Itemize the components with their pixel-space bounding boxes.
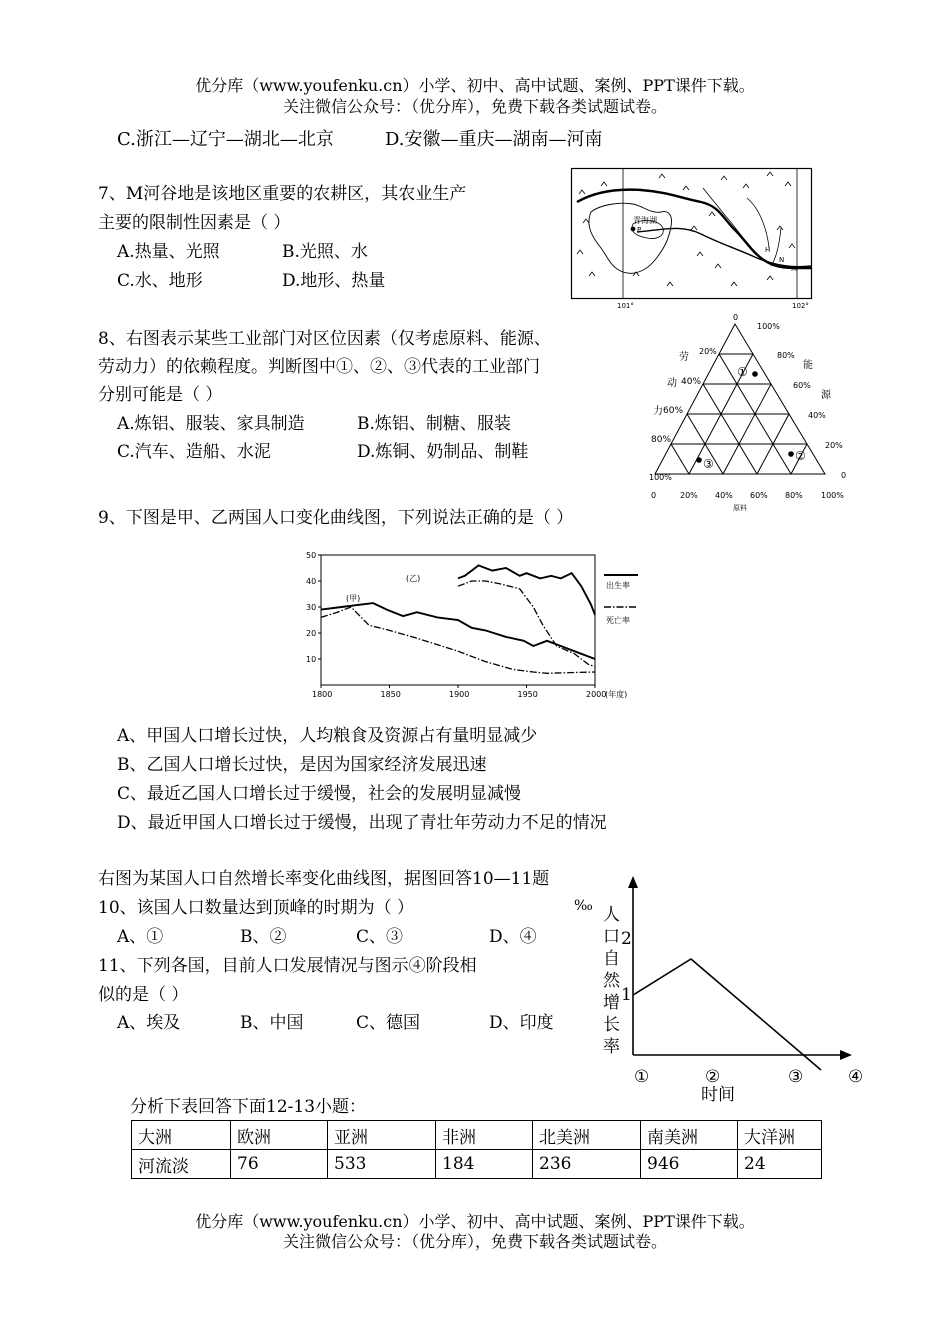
ternary-right-tick-60: 60% bbox=[793, 381, 811, 390]
ternary-point-3 bbox=[696, 457, 714, 471]
y-label-char-4: 然 bbox=[603, 971, 620, 991]
x-tick-4: ④ bbox=[848, 1067, 864, 1087]
ternary-left-tick-80: 80% bbox=[651, 435, 672, 445]
q8-option-b: B.炼铝、制糖、服装 bbox=[357, 414, 511, 434]
q10-option-b: B、② bbox=[240, 927, 287, 947]
q7-map-lake-label: 青海湖 bbox=[633, 216, 657, 225]
y-label-char-7: 率 bbox=[603, 1037, 620, 1057]
ternary-bottom-axis-label: 原料 bbox=[733, 504, 747, 512]
y-label-char-6: 长 bbox=[603, 1015, 620, 1035]
q7-map-label-h: H bbox=[765, 246, 771, 254]
y-tick-label: 30 bbox=[306, 603, 317, 612]
q9-plot-area bbox=[306, 551, 627, 699]
ternary-bottom-tick-0: 0 bbox=[651, 491, 657, 500]
q11-option-c: C、德国 bbox=[356, 1013, 421, 1033]
table-header-cell: 非洲 bbox=[436, 1121, 533, 1150]
q9-option-d: D、最近甲国人口增长过于缓慢，出现了青壮年劳动力不足的情况 bbox=[117, 813, 607, 833]
q8-ternary-diagram bbox=[645, 310, 855, 510]
q8-option-c: C.汽车、造船、水泥 bbox=[117, 442, 271, 462]
ternary-right-tick-40: 40% bbox=[808, 411, 826, 420]
table-header-cell: 北美洲 bbox=[533, 1121, 641, 1150]
x-tick-label: 1950 bbox=[517, 690, 538, 699]
ternary-point-2 bbox=[788, 449, 806, 463]
ternary-right-tick-20: 20% bbox=[825, 441, 843, 450]
ternary-top-hundred: 100% bbox=[757, 322, 780, 331]
x-tick-label: 1900 bbox=[449, 690, 470, 699]
q10-stem: 10、该国人口数量达到顶峰的时期为（ ） bbox=[98, 898, 415, 918]
ternary-left-tick-40: 40% bbox=[681, 377, 702, 387]
y-label-char-3: 自 bbox=[603, 949, 620, 969]
q7-option-c: C.水、地形 bbox=[117, 271, 203, 291]
header-line-1: 优分库（www.youfenku.cn）小学、初中、高中试题、案例、PPT课件下载。 bbox=[195, 76, 755, 95]
ternary-right-axis-char-2: 源 bbox=[821, 390, 831, 401]
footer-line-1: 优分库（www.youfenku.cn）小学、初中、高中试题、案例、PPT课件下载。 bbox=[195, 1212, 755, 1231]
q9-option-c: C、最近乙国人口增长过于缓慢，社会的发展明显减慢 bbox=[117, 784, 522, 804]
annotation-jia: (甲) bbox=[346, 594, 361, 603]
table-header-cell: 欧洲 bbox=[231, 1121, 328, 1150]
q8-stem-line3: 分别可能是（ ） bbox=[98, 385, 223, 405]
q7-stem-line1: 7、M河谷地是该地区重要的农耕区，其农业生产 bbox=[98, 184, 467, 204]
ternary-point-3-label: ③ bbox=[703, 457, 714, 471]
q11-option-a: A、埃及 bbox=[117, 1013, 181, 1033]
ternary-right-tick-80: 80% bbox=[777, 351, 795, 360]
q8-stem-line1: 8、右图表示某些工业部门对区位因素（仅考虑原料、能源、 bbox=[98, 329, 551, 349]
legend-birth-rate: 出生率 bbox=[606, 581, 630, 590]
ternary-corner-left: 100% bbox=[649, 473, 672, 482]
y-label-char-1: 人 bbox=[603, 905, 620, 925]
table-header-cell: 亚洲 bbox=[328, 1121, 436, 1150]
footer-line-2: 关注微信公众号：（优分库），免费下载各类试题试卷。 bbox=[282, 1232, 667, 1251]
x-axis-label: (年度) bbox=[605, 690, 628, 699]
y-tick-1: 1 bbox=[621, 985, 632, 1005]
x-tick-1: ① bbox=[634, 1067, 650, 1087]
y-label-char-5: 增 bbox=[603, 993, 620, 1013]
table-cell: 946 bbox=[641, 1150, 738, 1179]
q10-option-d: D、④ bbox=[489, 927, 537, 947]
ternary-top-zero: 0 bbox=[733, 313, 739, 322]
series-line-4 bbox=[458, 581, 595, 667]
table-cell: 184 bbox=[436, 1150, 533, 1179]
ternary-bottom-tick-40: 40% bbox=[715, 491, 733, 500]
q10-option-a: A、① bbox=[117, 927, 164, 947]
q7-map-point-label: P bbox=[637, 226, 642, 234]
series-line-3 bbox=[458, 565, 595, 614]
legend-death-rate: 死亡率 bbox=[606, 616, 630, 625]
y-tick-2: 2 bbox=[621, 929, 632, 949]
ternary-corner-right: 0 bbox=[841, 471, 847, 480]
x-tick-label: 2000 bbox=[586, 690, 607, 699]
ternary-left-axis-char-2: 动 bbox=[667, 378, 677, 389]
annotation-yi: (乙) bbox=[406, 574, 421, 583]
q7-map-label-n: N bbox=[779, 256, 785, 264]
q10-11-intro: 右图为某国人口自然增长率变化曲线图，据图回答10—11题 bbox=[98, 869, 550, 889]
y-tick-label: 40 bbox=[306, 577, 317, 586]
ternary-point-1-label: ① bbox=[737, 365, 748, 379]
y-tick-label: 10 bbox=[306, 655, 317, 664]
rivers-intro: 分析下表回答下面12-13小题： bbox=[130, 1097, 367, 1117]
table-header-cell: 大洲 bbox=[132, 1121, 231, 1150]
q11-option-b: B、中国 bbox=[240, 1013, 304, 1033]
y-tick-label: 50 bbox=[306, 551, 317, 560]
q8-stem-line2: 劳动力）的依赖程度。判断图中①、②、③代表的工业部门 bbox=[98, 357, 540, 377]
ternary-right-axis-char-1: 能 bbox=[803, 360, 813, 371]
q7-stem-line2: 主要的限制性因素是（ ） bbox=[98, 213, 291, 233]
ternary-left-axis-char-3: 力 bbox=[653, 406, 663, 417]
table-header-row bbox=[132, 1121, 822, 1150]
table-cell: 236 bbox=[533, 1150, 641, 1179]
table-cell: 533 bbox=[328, 1150, 436, 1179]
y-label-char-2: 口 bbox=[603, 927, 620, 947]
q7-map-label-m: M bbox=[791, 265, 798, 273]
q8-option-d: D.炼铜、奶制品、制鞋 bbox=[357, 442, 529, 462]
y-tick-label: 20 bbox=[306, 629, 317, 638]
q10-option-c: C、③ bbox=[356, 927, 404, 947]
series-line-1 bbox=[321, 603, 595, 659]
ternary-left-tick-60: 60% bbox=[663, 406, 684, 416]
q8-option-a: A.炼铝、服装、家具制造 bbox=[117, 414, 305, 434]
table-cell: 24 bbox=[738, 1150, 822, 1179]
ternary-bottom-tick-100: 100% bbox=[821, 491, 844, 500]
q7-option-a: A.热量、光照 bbox=[117, 242, 220, 262]
x-tick-label: 1850 bbox=[380, 690, 401, 699]
q7-option-b: B.光照、水 bbox=[282, 242, 368, 262]
prev-option-d: D.安徽—重庆—湖南—河南 bbox=[385, 129, 603, 150]
ternary-point-1 bbox=[737, 365, 758, 379]
prev-option-c: C.浙江—辽宁—湖北—北京 bbox=[117, 129, 334, 150]
ternary-left-tick-20: 20% bbox=[699, 347, 717, 356]
series-line-2 bbox=[321, 607, 595, 673]
q7-option-d: D.地形、热量 bbox=[282, 271, 386, 291]
table-cell: 河流淡 bbox=[132, 1150, 231, 1179]
table-header-cell: 南美洲 bbox=[641, 1121, 738, 1150]
table-header-cell: 大洋洲 bbox=[738, 1121, 822, 1150]
ternary-bottom-tick-80: 80% bbox=[785, 491, 803, 500]
table-row bbox=[132, 1150, 822, 1179]
q11-stem-line1: 11、下列各国，目前人口发展情况与图示④阶段相 bbox=[98, 956, 477, 976]
q7-river-map bbox=[571, 168, 816, 308]
graph-unit: ‰ bbox=[574, 898, 593, 914]
q7-map-lon-right: 102° bbox=[792, 302, 809, 310]
ternary-bottom-tick-60: 60% bbox=[750, 491, 768, 500]
ternary-bottom-tick-20: 20% bbox=[680, 491, 698, 500]
q9-option-a: A、甲国人口增长过快，人均粮食及资源占有量明显减少 bbox=[117, 726, 538, 746]
ternary-left-axis-char-1: 劳 bbox=[679, 352, 689, 363]
q11-option-d: D、印度 bbox=[489, 1013, 554, 1033]
table-cell: 76 bbox=[231, 1150, 328, 1179]
growth-rate-line bbox=[633, 959, 821, 1070]
q7-map-lon-left: 101° bbox=[617, 302, 634, 310]
q11-stem-line2: 似的是（ ） bbox=[98, 985, 189, 1005]
rivers-table bbox=[131, 1120, 822, 1179]
header-line-2: 关注微信公众号：（优分库），免费下载各类试题试卷。 bbox=[282, 97, 667, 116]
q9-stem: 9、下图是甲、乙两国人口变化曲线图，下列说法正确的是（ ） bbox=[98, 508, 574, 528]
x-tick-3: ③ bbox=[788, 1067, 804, 1087]
x-tick-label: 1800 bbox=[312, 690, 333, 699]
x-axis-label: 时间 bbox=[701, 1085, 735, 1105]
q9-population-chart bbox=[300, 545, 650, 705]
x-tick-2: ② bbox=[705, 1067, 721, 1087]
q9-option-b: B、乙国人口增长过快，是因为国家经济发展迅速 bbox=[117, 755, 487, 775]
q10-growth-rate-graph bbox=[570, 872, 880, 1112]
ternary-point-2-label: ② bbox=[795, 449, 806, 463]
